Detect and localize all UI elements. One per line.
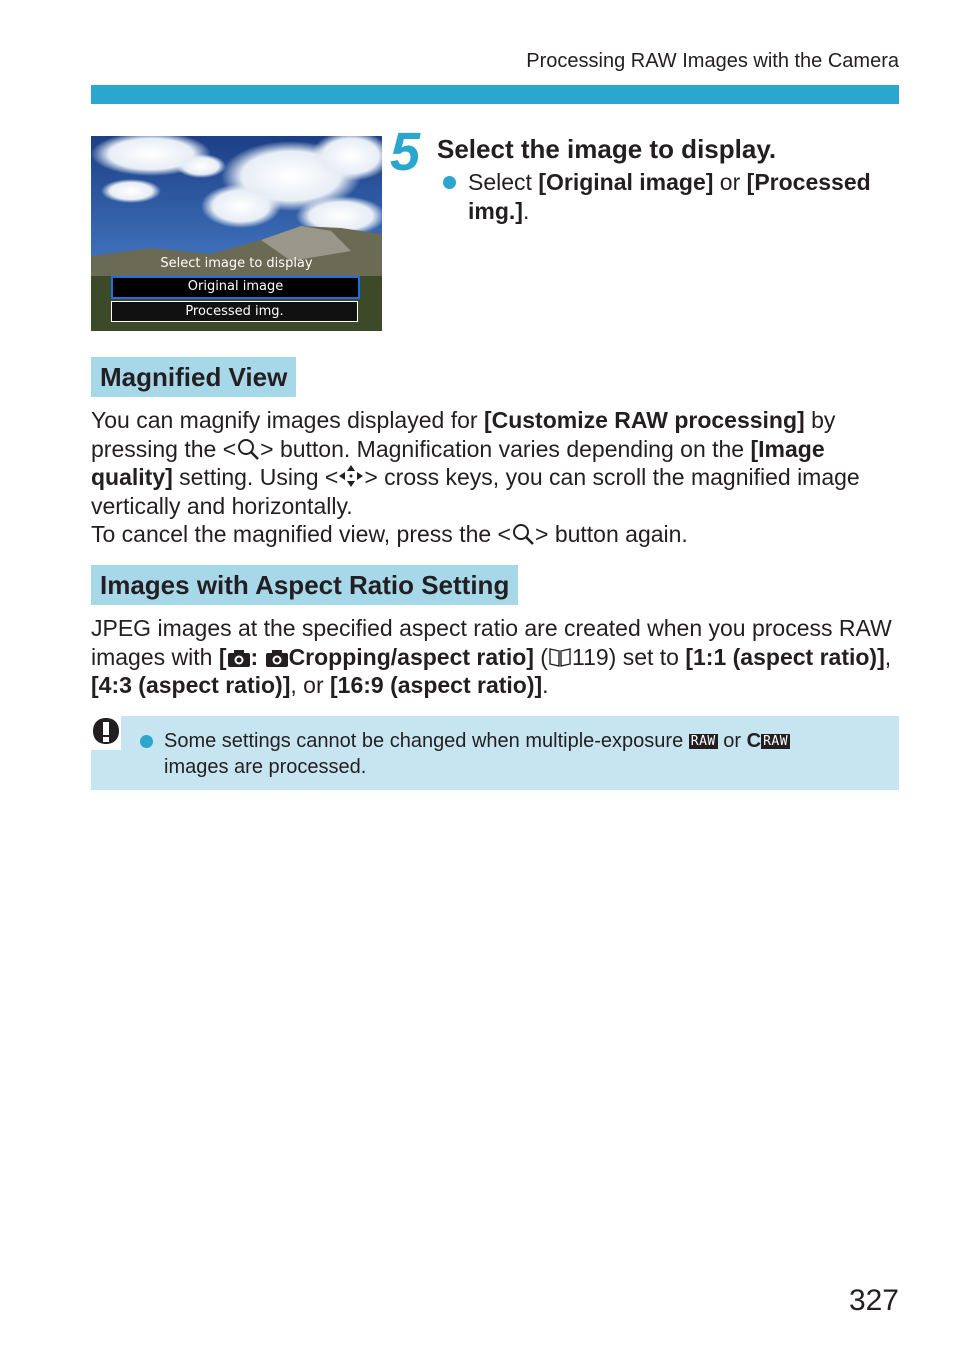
book-reference-icon — [548, 646, 572, 668]
menu-option-original[interactable]: Original image — [111, 276, 360, 299]
caution-icon — [91, 716, 121, 750]
section-heading-magnified-view: Magnified View — [91, 357, 296, 397]
craw-icon: RAW — [763, 734, 789, 749]
camera-icon — [227, 648, 251, 668]
camera-screen-image — [91, 136, 382, 331]
camera-icon — [265, 648, 289, 668]
step-number: 5 — [390, 122, 421, 182]
caution-box — [91, 716, 899, 790]
cross-keys-icon — [338, 464, 364, 488]
step-bullet: Select [Original image] or [Processed img.]. — [443, 168, 903, 226]
page-reference[interactable]: 119 — [571, 643, 609, 670]
page-number: 327 — [848, 1284, 899, 1317]
caution-text: Some settings cannot be changed when multiple-exposure RAW or C RAW images are processed. — [140, 728, 860, 780]
step-title: Select the image to display. — [437, 134, 777, 164]
header-bar — [91, 85, 899, 104]
aspect-ratio-paragraph: JPEG images at the specified aspect ratio are created when you process RAW images with [ : Cropping/aspect ratio] ( 119) set to [1:1 (aspect ratio)], [4:3 (aspect ratio)], or [16:9 (aspect ratio)]. — [91, 615, 892, 699]
magnified-view-paragraph: You can magnify images displayed for [Customize RAW processing] by pressing the < > button. Magnification varies depending on the [Image quality] setting. Using < > cross keys, you can scroll the magnified image vertically and horizontally. To cancel the magnified view, press the < > button again. — [91, 407, 860, 548]
raw-icon: RAW — [690, 734, 716, 749]
bullet-icon — [140, 735, 153, 748]
menu-title: Select image to display — [160, 256, 313, 271]
magnify-icon — [511, 523, 535, 545]
menu-option-processed[interactable]: Processed img. — [111, 301, 358, 322]
bullet-icon — [443, 176, 456, 189]
section-heading-aspect-ratio: Images with Aspect Ratio Setting — [91, 565, 518, 605]
magnify-icon — [236, 438, 260, 460]
running-header: Processing RAW Images with the Camera — [526, 50, 899, 72]
